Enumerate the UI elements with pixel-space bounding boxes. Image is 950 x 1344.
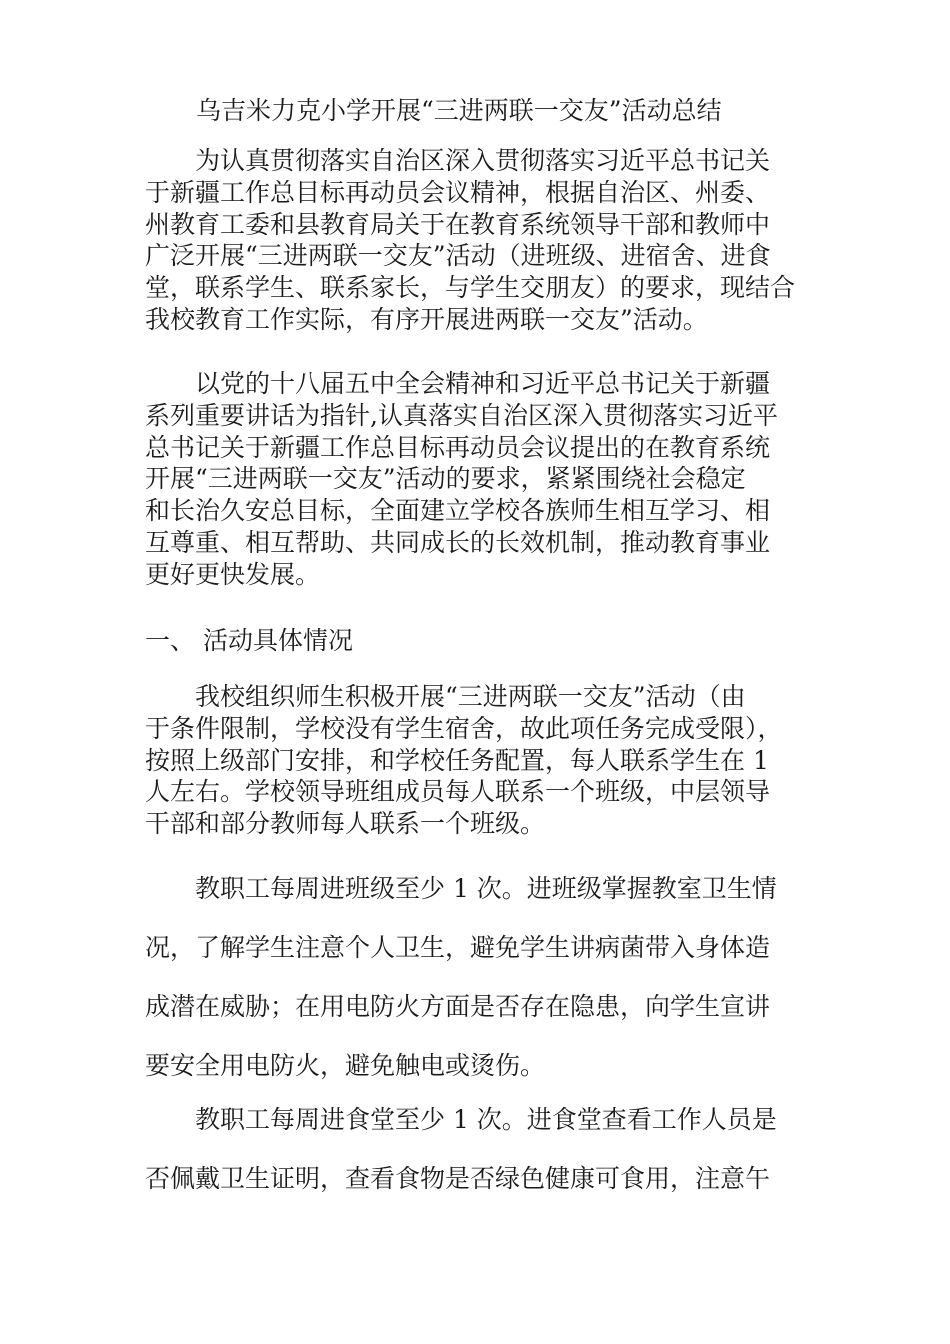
text-line: 州教育工委和县教育局关于在教育系统领导干部和教师中 [145,209,771,239]
section-heading: 一、 活动具体情况 [145,626,353,655]
text-line: 以党的十八届五中全会精神和习近平总书记关于新疆 [195,369,771,398]
text-line: 要安全用电防火，避免触电或烫伤。 [145,1051,546,1080]
text-line: 开展“三进两联一交友”活动的要求，紧紧围绕社会稳定 [145,464,746,494]
guiding-principle-paragraph [145,368,805,591]
text-line: 堂，联系学生、联系家长，与学生交朋友）的要求，现结合 [145,273,796,303]
text-line: 总书记关于新疆工作总目标再动员会议提出的在教育系统 [145,432,771,462]
text-line: 我校教育工作实际，有序开展进两联一交友”活动。 [145,304,708,334]
text-line: 否佩戴卫生证明，查看食物是否绿色健康可食用，注意午 [145,1164,771,1193]
document-title: 乌吉米力克小学开展“三进两联一交友”活动总结 [196,96,722,125]
text-line: 互尊重、相互帮助、共同成长的长效机制，推动教育事业 [145,527,771,557]
text-line: 成潜在威胁；在用电防火方面是否存在隐患，向学生宣讲 [145,992,771,1021]
text-line: 为认真贯彻落实自治区深入贯彻落实习近平总书记关 [195,146,771,175]
text-line: 系列重要讲话为指针,认真落实自治区深入贯彻落实习近平 [145,400,778,430]
text-line: 广泛开展“三进两联一交友”活动（进班级、进宿舍、进食 [145,241,771,271]
text-line: 和长治久安总目标，全面建立学校各族师生相互学习、相 [145,496,771,526]
text-line: 人左右。学校领导班组成员每人联系一个班级，中层领导 [145,777,771,807]
text-line: 教职工每周进班级至少 1 次。进班级掌握教室卫生情 [195,874,777,903]
text-line: 教职工每周进食堂至少 1 次。进食堂查看工作人员是 [195,1105,777,1134]
text-line: 我校组织师生积极开展“三进两联一交友”活动（由 [195,682,746,711]
intro-paragraph [145,145,805,336]
text-line: 于条件限制，学校没有学生宿舍，故此项任务完成受限）， [145,713,783,743]
text-line: 更好更快发展。 [145,559,321,589]
text-line: 况，了解学生注意个人卫生，避免学生讲病菌带入身体造 [145,933,771,962]
text-line: 干部和部分教师每人联系一个班级。 [145,809,546,839]
classroom-visit-paragraph [145,872,805,1108]
canteen-visit-paragraph [145,1103,805,1221]
activity-paragraph [145,681,805,840]
text-line: 于新疆工作总目标再动员会议精神，根据自治区、州委、 [145,177,771,207]
text-line: 按照上级部门安排，和学校任务配置，每人联系学生在 1 [145,745,769,775]
